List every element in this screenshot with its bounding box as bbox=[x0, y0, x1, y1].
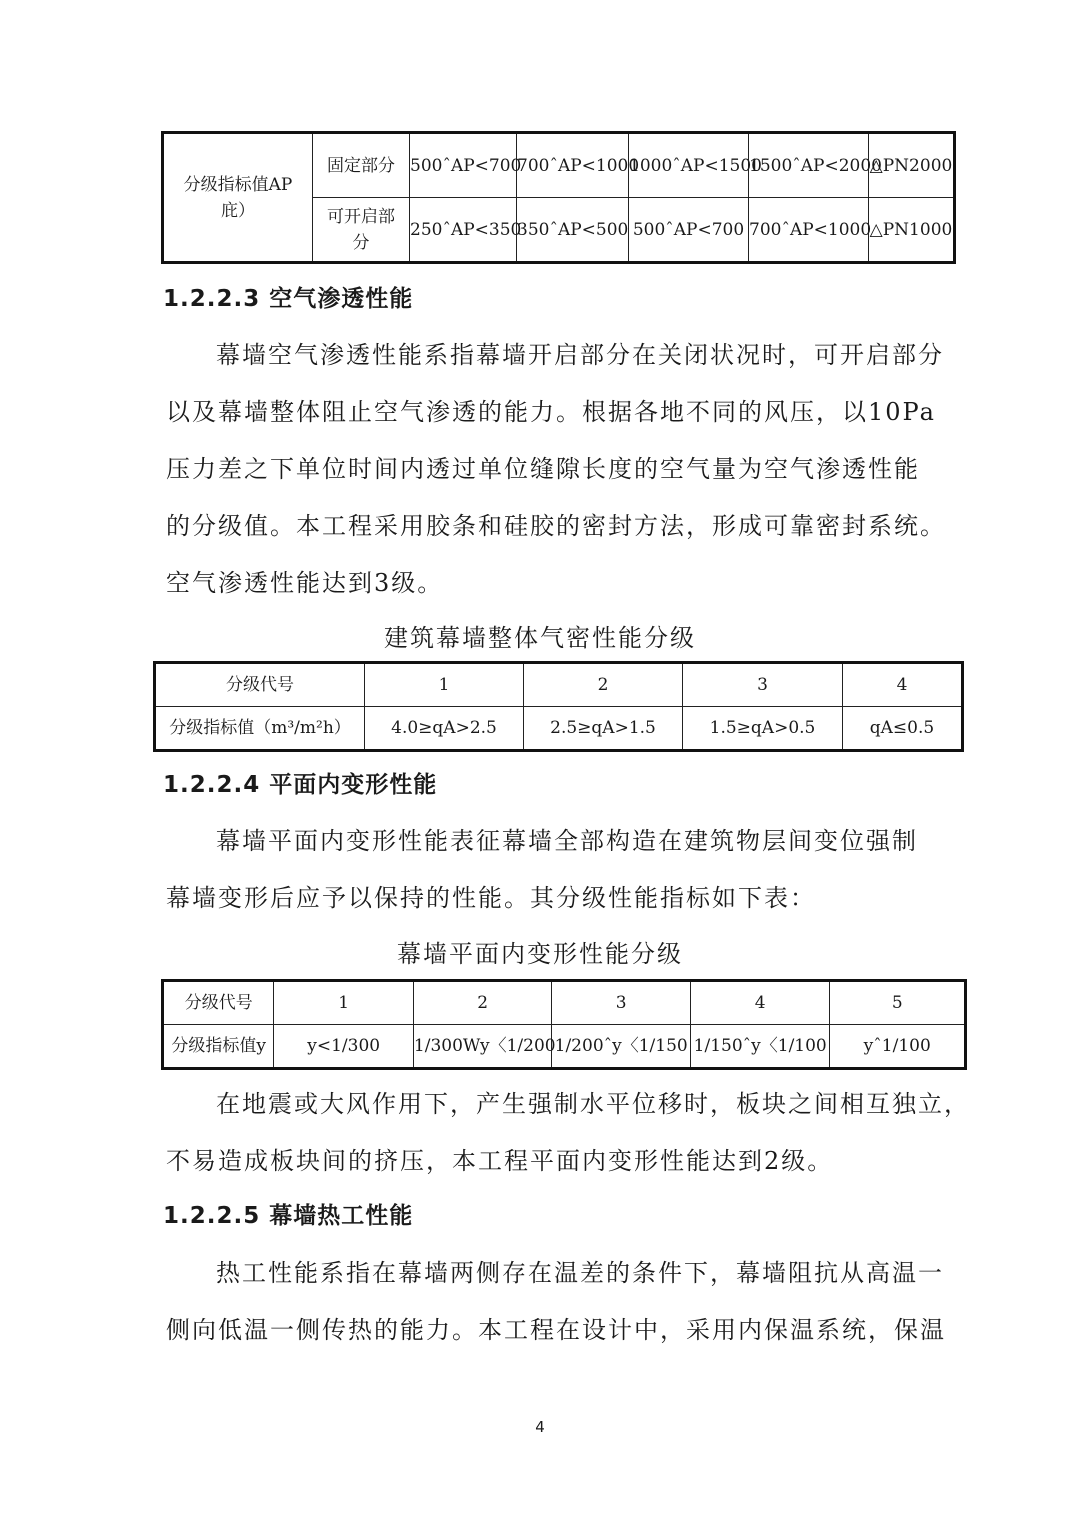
section-heading: 1.2.2.3 空气渗透性能 bbox=[163, 286, 414, 312]
paragraph-line: 幕墙空气渗透性能系指幕墙开启部分在关闭状况时，可开启部分 bbox=[216, 341, 944, 369]
paragraph-line: 在地震或大风作用下，产生强制水平位移时，板块之间相互独立， bbox=[216, 1090, 970, 1118]
table-cell: 4 bbox=[690, 981, 830, 1025]
table-cell: 250ˆAP<350 bbox=[410, 198, 517, 263]
table-cell: 1 bbox=[274, 981, 414, 1025]
table-cell: △PN2000 bbox=[869, 133, 955, 198]
value-label-cell: 分级指标值（m³/m²h） bbox=[155, 707, 365, 751]
value-label-cell: 分级指标值y bbox=[163, 1025, 274, 1069]
table-row bbox=[163, 981, 966, 1025]
table-cell: 700ˆAP<1000 bbox=[517, 133, 629, 198]
table-cell: 1500ˆAP<2000 bbox=[749, 133, 869, 198]
table-caption: 建筑幕墙整体气密性能分级 bbox=[384, 624, 696, 652]
table-cell: 2 bbox=[524, 663, 683, 707]
page-number: 4 bbox=[535, 1418, 545, 1436]
table-cell: 4 bbox=[843, 663, 963, 707]
table-cell: 1/200ˆy〈1/150 bbox=[552, 1025, 691, 1069]
paragraph-line: 以及幕墙整体阻止空气渗透的能力。根据各地不同的风压，以10Pa bbox=[166, 398, 936, 426]
paragraph-line: 侧向低温一侧传热的能力。本工程在设计中，采用内保温系统，保温 bbox=[166, 1316, 946, 1344]
table-caption: 幕墙平面内变形性能分级 bbox=[397, 940, 683, 968]
table-cell: qA≤0.5 bbox=[843, 707, 963, 751]
table-row bbox=[163, 133, 955, 198]
table-cell: 350ˆAP<500 bbox=[517, 198, 629, 263]
inplane-deformation-grade-table bbox=[161, 979, 967, 1070]
table-cell: 3 bbox=[552, 981, 691, 1025]
table-cell: 1 bbox=[365, 663, 524, 707]
header-label-cell: 分级代号 bbox=[155, 663, 365, 707]
table-cell: 1/150ˆy〈1/100 bbox=[690, 1025, 830, 1069]
row-label-cell: 固定部分 bbox=[313, 133, 410, 198]
table-cell: 500ˆAP<700 bbox=[629, 198, 749, 263]
section-heading: 1.2.2.4 平面内变形性能 bbox=[163, 772, 438, 798]
paragraph-line: 压力差之下单位时间内透过单位缝隙长度的空气量为空气渗透性能 bbox=[166, 455, 920, 483]
table-cell: △PN1000 bbox=[869, 198, 955, 263]
paragraph-line: 空气渗透性能达到3级。 bbox=[166, 569, 444, 597]
paragraph-line: 的分级值。本工程采用胶条和硅胶的密封方法，形成可靠密封系统。 bbox=[166, 512, 946, 540]
table-cell: 3 bbox=[683, 663, 843, 707]
paragraph-line: 幕墙平面内变形性能表征幕墙全部构造在建筑物层间变位强制 bbox=[216, 827, 918, 855]
table-cell: 5 bbox=[830, 981, 966, 1025]
row-label-cell: 可开启部分 bbox=[313, 198, 410, 263]
air-permeability-grade-table bbox=[153, 661, 964, 752]
table-cell: y<1/300 bbox=[274, 1025, 414, 1069]
table-cell: 2 bbox=[413, 981, 552, 1025]
section-heading: 1.2.2.5 幕墙热工性能 bbox=[163, 1203, 414, 1229]
paragraph-line: 不易造成板块间的挤压，本工程平面内变形性能达到2级。 bbox=[166, 1147, 834, 1175]
table-cell: 700ˆAP<1000 bbox=[749, 198, 869, 263]
paragraph-line: 热工性能系指在幕墙两侧存在温差的条件下，幕墙阻抗从高温一 bbox=[216, 1259, 944, 1287]
table-cell: 1/300Wy〈1/200 bbox=[413, 1025, 552, 1069]
wind-pressure-grade-table bbox=[161, 131, 956, 264]
table-row bbox=[155, 663, 963, 707]
row-header-cell: 分级指标值AP庇） bbox=[163, 133, 313, 263]
table-cell: 4.0≥qA>2.5 bbox=[365, 707, 524, 751]
table-cell: 1000ˆAP<1500 bbox=[629, 133, 749, 198]
paragraph-line: 幕墙变形后应予以保持的性能。其分级性能指标如下表： bbox=[166, 884, 816, 912]
table-cell: yˆ1/100 bbox=[830, 1025, 966, 1069]
header-label-cell: 分级代号 bbox=[163, 981, 274, 1025]
table-cell: 500ˆAP<700 bbox=[410, 133, 517, 198]
table-row bbox=[163, 1025, 966, 1069]
table-cell: 1.5≥qA>0.5 bbox=[683, 707, 843, 751]
table-cell: 2.5≥qA>1.5 bbox=[524, 707, 683, 751]
table-row bbox=[155, 707, 963, 751]
